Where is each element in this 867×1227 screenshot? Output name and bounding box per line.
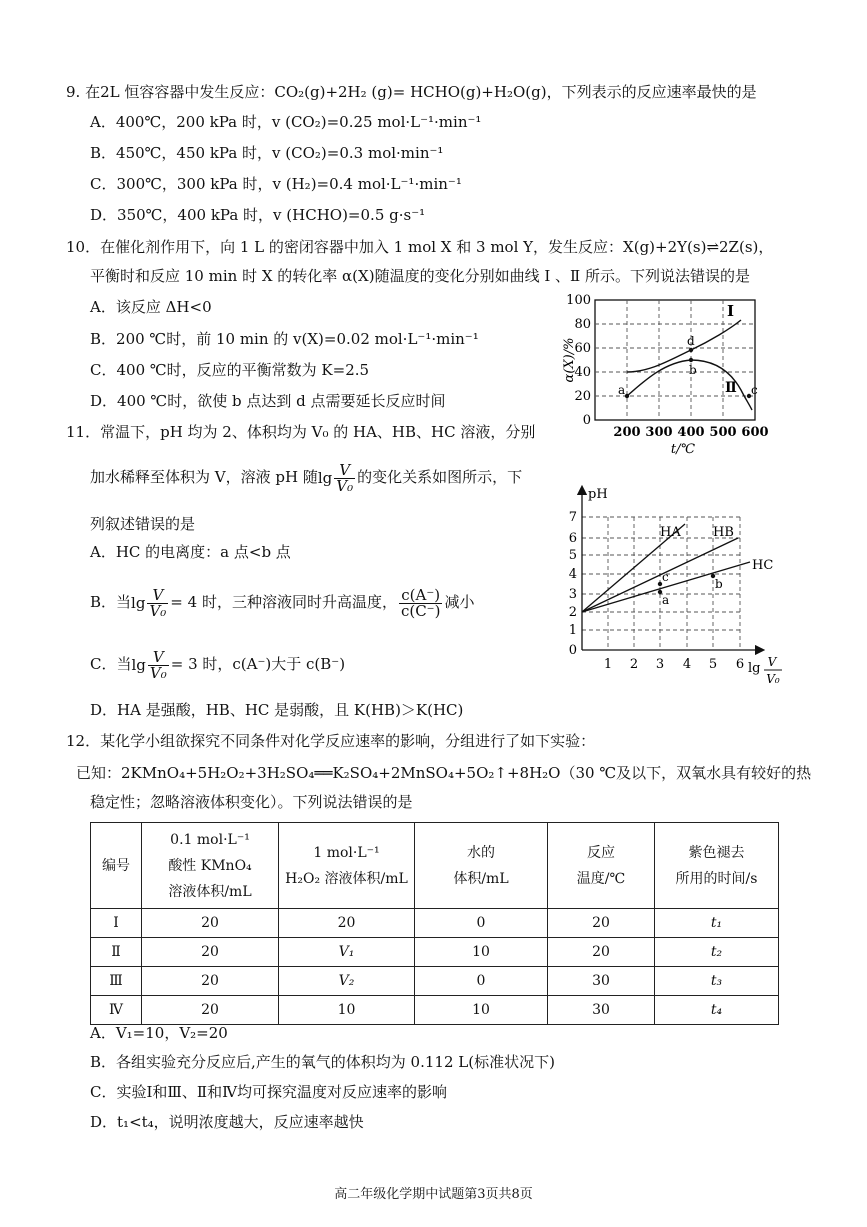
q11-point-a-label: a <box>662 593 670 607</box>
q10-curve-1 <box>627 320 741 372</box>
q10-xlabel: t/℃ <box>670 442 696 457</box>
concentration-ratio-fraction <box>399 585 443 620</box>
q11-option-a: A．HC 的电离度：a 点<b 点 <box>90 543 291 561</box>
q10-ylabel: α(X)/% <box>562 337 577 383</box>
table-cell: 20 <box>142 909 279 938</box>
table-header-cell <box>655 823 779 909</box>
table-cell: V₁ <box>279 938 415 967</box>
q11-option-c-prefix: C．当 <box>90 655 132 673</box>
q11-xtick: 4 <box>682 657 692 672</box>
table-cell: Ⅳ <box>91 996 142 1025</box>
table-cell: 0 <box>415 967 548 996</box>
fraction-numerator: V <box>148 650 169 666</box>
q11-stem-line3: 列叙述错误的是 <box>90 515 196 533</box>
fraction-numerator: V <box>147 588 168 604</box>
header-line: 所用的时间/s <box>675 870 758 887</box>
table-cell: 10 <box>279 996 415 1025</box>
q10-curve-2-label: Ⅱ <box>725 380 737 396</box>
table-cell: 20 <box>142 996 279 1025</box>
q10-point-b-label: b <box>689 363 697 377</box>
q11-ytick: 7 <box>568 510 577 525</box>
lg-symbol: lg <box>317 469 333 487</box>
q10-point-d <box>689 348 693 352</box>
q11-xtick: 6 <box>735 657 745 672</box>
q11-option-b-suffix: 减小 <box>444 593 475 611</box>
q11-ytick: 5 <box>568 548 577 563</box>
q10-stem-line2: 平衡时和反应 10 min 时 X 的转化率 α(X)随温度的变化分别如曲线 Ⅰ 、Ⅱ 所示。下列说法错误的是 <box>90 267 750 285</box>
table-cell: t₁ <box>655 909 779 938</box>
table-cell: 0 <box>415 909 548 938</box>
q10-ytick: 60 <box>574 341 591 356</box>
q10-option-b: B．200 ℃时，前 10 min 的 v(X)=0.02 mol·L⁻¹·min⁻¹ <box>90 330 479 348</box>
table-header-cell <box>91 823 142 909</box>
table-row <box>91 967 779 996</box>
q11-option-d: D．HA 是强酸，HB、HC 是弱酸，且 K(HB)＞K(HC) <box>90 701 464 719</box>
q11-stem-text-a: 加水稀释至体积为 V，溶液 pH 随 <box>90 468 318 486</box>
table-cell: V₂ <box>279 967 415 996</box>
header-line: 紫色褪去 <box>688 844 745 861</box>
q11-xtick: 1 <box>603 657 613 672</box>
fraction-numerator: V <box>334 463 355 479</box>
q11-xlabel-numerator: V <box>767 655 777 669</box>
fraction-denominator: V₀ <box>149 601 167 620</box>
table-header-cell <box>279 823 415 909</box>
q11-point-c-label: c <box>662 570 669 584</box>
q10-option-c: C．400 ℃时，反应的平衡常数为 K=2.5 <box>90 361 370 379</box>
q11-ytick: 3 <box>568 587 577 602</box>
q11-ytick: 2 <box>568 605 577 620</box>
table-cell: 20 <box>548 909 655 938</box>
table-cell: 20 <box>279 909 415 938</box>
q9-stem: 9. 在2L 恒容容器中发生反应：CO₂(g)+2H₂ (g)= HCHO(g)+H₂O(g)，下列表示的反应速率最快的是 <box>66 83 757 101</box>
header-line: 编号 <box>102 857 130 874</box>
q12-stem: 12．某化学小组欲探究不同条件对化学反应速率的影响，分组进行了如下实验： <box>66 732 596 750</box>
table-cell: 10 <box>415 938 548 967</box>
q11-ylabel: pH <box>588 487 608 502</box>
v-ratio-fraction <box>148 647 169 682</box>
table-cell: 20 <box>142 938 279 967</box>
q11-xtick: 5 <box>708 657 718 672</box>
q10-xtick: 400 <box>677 425 705 440</box>
q12-option-d: D．t₁<t₄，说明浓度越大，反应速率越快 <box>90 1113 364 1131</box>
v-ratio-fraction <box>334 460 355 495</box>
table-header-row <box>91 823 779 909</box>
q11-point-b-label: b <box>715 577 723 591</box>
header-line: 1 mol·L⁻¹ <box>313 844 380 861</box>
q10-ytick: 20 <box>574 389 591 404</box>
q10-option-a: A．该反应 ΔH<0 <box>90 298 212 316</box>
table-cell: t₄ <box>655 996 779 1025</box>
q11-ytick: 1 <box>568 623 577 638</box>
q10-ytick: 100 <box>566 293 591 308</box>
fraction-denominator: V₀ <box>336 476 354 495</box>
table-row <box>91 938 779 967</box>
q12-option-c: C．实验Ⅰ和Ⅲ、Ⅱ和Ⅳ均可探究温度对反应速率的影响 <box>90 1083 448 1101</box>
q11-stem-line1: 11．常温下，pH 均为 2、体积均为 V₀ 的 HA、HB、HC 溶液，分别 <box>66 423 536 441</box>
table-cell: 20 <box>142 967 279 996</box>
q10-option-d: D．400 ℃时，欲使 b 点达到 d 点需要延长反应时间 <box>90 392 446 410</box>
q9-option-a: A．400℃，200 kPa 时，v (CO₂)=0.25 mol·L⁻¹·min⁻¹ <box>90 113 482 131</box>
q11-xtick: 2 <box>629 657 639 672</box>
experiment-table <box>90 822 779 1025</box>
q11-stem-line2 <box>90 460 522 495</box>
q9-option-d: D．350℃，400 kPa 时，v (HCHO)=0.5 g·s⁻¹ <box>90 206 426 224</box>
header-line: 酸性 KMnO₄ <box>168 857 252 874</box>
q10-point-a-label: a <box>618 383 626 397</box>
v-ratio-fraction <box>147 585 168 620</box>
q10-conversion-chart <box>555 292 775 462</box>
q12-option-a: A．V₁=10，V₂=20 <box>90 1024 228 1042</box>
q11-xtick: 3 <box>655 657 665 672</box>
q11-option-b-prefix: B．当 <box>90 593 132 611</box>
header-line: 体积/mL <box>453 870 509 887</box>
q10-xtick: 500 <box>709 425 737 440</box>
header-line: 水的 <box>467 844 495 861</box>
header-line: H₂O₂ 溶液体积/mL <box>285 870 408 887</box>
q10-ytick: 40 <box>574 365 591 380</box>
q11-ph-chart <box>560 482 800 692</box>
q11-ytick: 6 <box>568 531 577 546</box>
table-cell: 20 <box>548 938 655 967</box>
table-header-cell <box>142 823 279 909</box>
fraction-denominator: c(C⁻) <box>400 601 441 620</box>
page-footer: 高二年级化学期中试题第3页共8页 <box>334 1187 533 1202</box>
fraction-denominator: V₀ <box>149 663 167 682</box>
table-row <box>91 909 779 938</box>
q12-option-b: B．各组实验充分反应后,产生的氧气的体积均为 0.112 L(标准状况下) <box>90 1053 555 1071</box>
lg-symbol: lg <box>131 594 146 612</box>
table-cell: Ⅰ <box>91 909 142 938</box>
q10-point-b <box>689 358 693 362</box>
table-row <box>91 996 779 1025</box>
q12-known-line2: 稳定性；忽略溶液体积变化）。下列说法错误的是 <box>90 793 413 811</box>
header-line: 0.1 mol·L⁻¹ <box>170 831 250 848</box>
q11-xlabel-denominator: V₀ <box>766 672 780 686</box>
q10-ytick: 0 <box>582 413 591 428</box>
table-cell: Ⅱ <box>91 938 142 967</box>
header-line: 溶液体积/mL <box>168 883 252 900</box>
q12-known-line1: 已知：2KMnO₄+5H₂O₂+3H₂SO₄══K₂SO₄+2MnSO₄+5O₂↑+8H₂O（30 ℃及以下，双氧水具有较好的热 <box>76 764 812 782</box>
q11-series-hb-label: HB <box>713 525 734 540</box>
q11-option-b-middle: = 4 时，三种溶液同时升高温度， <box>170 593 397 611</box>
table-cell: 30 <box>548 967 655 996</box>
q10-xtick: 300 <box>645 425 673 440</box>
q10-ytick: 80 <box>574 317 591 332</box>
table-header-cell <box>415 823 548 909</box>
q11-option-c <box>90 646 345 683</box>
q11-series-ha-label: HA <box>660 525 681 540</box>
q11-ytick: 0 <box>568 643 577 658</box>
table-cell: 10 <box>415 996 548 1025</box>
q10-xtick: 200 <box>613 425 641 440</box>
lg-symbol: lg <box>131 656 146 674</box>
q11-xlabel-lg: lg <box>748 661 761 676</box>
q10-point-a <box>625 394 629 398</box>
table-cell: t₂ <box>655 938 779 967</box>
header-line: 反应 <box>587 844 615 861</box>
table-cell: t₃ <box>655 967 779 996</box>
q11-ytick: 4 <box>568 567 577 582</box>
table-cell: 30 <box>548 996 655 1025</box>
q10-xtick: 600 <box>741 425 769 440</box>
q10-stem-line1: 10．在催化剂作用下，向 1 L 的密闭容器中加入 1 mol X 和 3 mol Y，发生反应：X(g)+2Y(s)⇌2Z(s)， <box>66 238 774 256</box>
q10-point-c-label: c <box>751 383 758 397</box>
q9-option-c: C．300℃，300 kPa 时，v (H₂)=0.4 mol·L⁻¹·min⁻¹ <box>90 175 462 193</box>
q11-series-hc-label: HC <box>752 558 774 573</box>
q10-curve-1-label: Ⅰ <box>727 302 735 320</box>
q11-option-c-suffix: = 3 时，c(A⁻)大于 c(B⁻) <box>170 655 346 673</box>
q11-option-b <box>90 582 474 623</box>
table-cell: Ⅲ <box>91 967 142 996</box>
q10-point-d-label: d <box>687 334 695 348</box>
q9-option-b: B．450℃，450 kPa 时，v (CO₂)=0.3 mol·min⁻¹ <box>90 144 444 162</box>
table-header-cell <box>548 823 655 909</box>
header-line: 温度/℃ <box>576 870 626 887</box>
q11-stem-text-b: 的变化关系如图所示，下 <box>357 468 523 486</box>
fraction-numerator: c(A⁻) <box>399 588 443 604</box>
